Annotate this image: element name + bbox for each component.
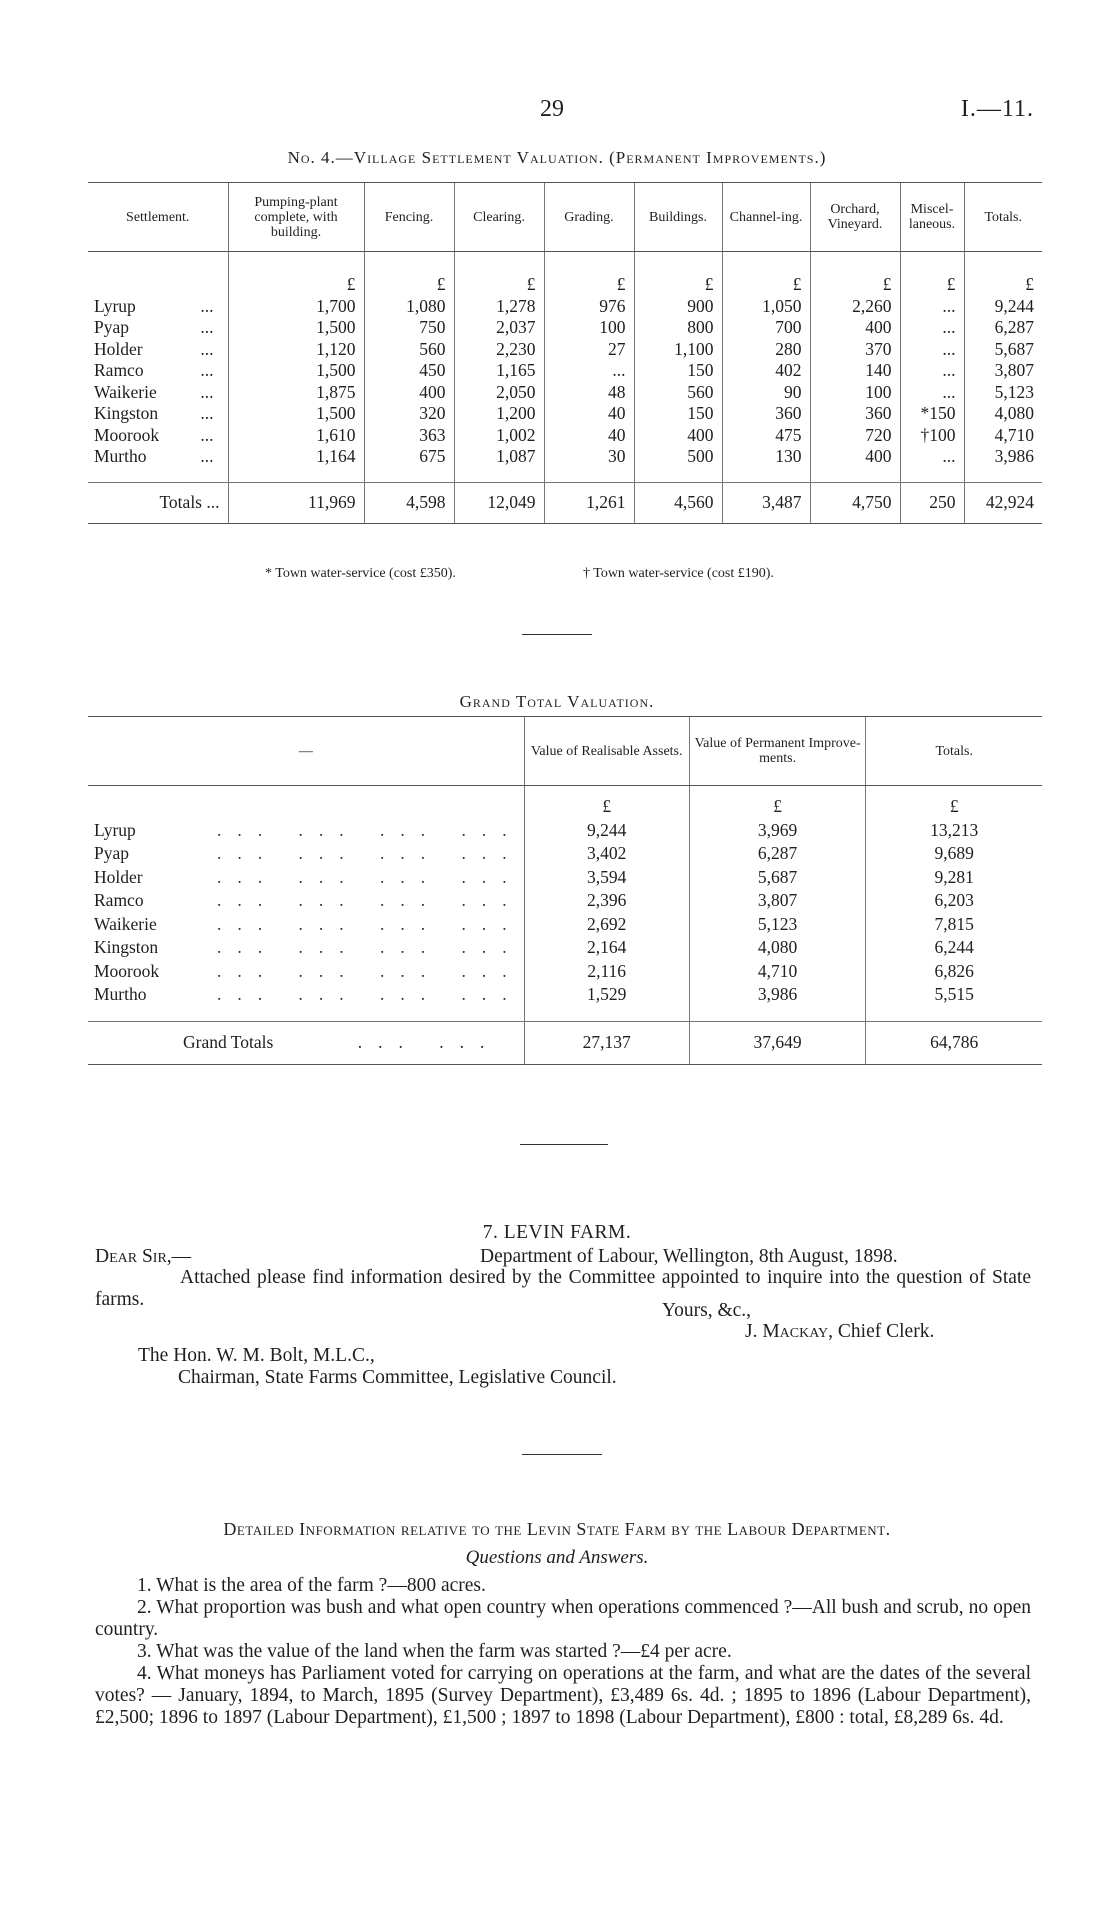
addressee-name: The Hon. W. M. Bolt, M.L.C., [138,1345,375,1366]
value-cell: 5,123 [964,382,1042,404]
value-cell: 5,687 [964,339,1042,361]
leader-dots: ... ... ... ... [217,890,523,910]
table-row [88,296,1042,318]
table-row [88,842,1042,866]
value-cell: ... [900,382,964,404]
value-cell: 100 [544,317,634,339]
value-cell: ... [900,339,964,361]
leader-dots: ... ... ... ... [217,843,523,863]
table-row [88,983,1042,1007]
column-header: Value of Permanent Improve-ments. [689,717,866,786]
value-cell: 400 [634,425,722,447]
value-cell: 27 [544,339,634,361]
value-cell: 402 [722,360,810,382]
value-cell: 280 [722,339,810,361]
value-cell: †100 [900,425,964,447]
value-cell: 900 [634,296,722,318]
column-header: Orchard, Vineyard. [810,183,900,252]
value-cell: ... [900,317,964,339]
value-cell: 2,692 [524,913,689,937]
settlement-name: Kingston [94,403,159,423]
value-cell: 2,050 [454,382,544,404]
table1-totals-row [88,482,1042,523]
value-cell: *150 [900,403,964,425]
value-cell: 1,700 [228,296,364,318]
value-cell: 3,986 [689,983,866,1007]
column-header: Settlement. [88,183,228,252]
total-cell: 4,598 [364,482,454,523]
value-cell: 5,123 [689,913,866,937]
value-cell: 1,500 [228,360,364,382]
value-cell: 475 [722,425,810,447]
value-cell: 2,396 [524,889,689,913]
grand-total-cell: 37,649 [689,1021,866,1064]
value-cell: 720 [810,425,900,447]
table-row [88,446,1042,468]
table1-title: No. 4.—Village Settlement Valuation. (Permanent Improvements.) [287,148,827,167]
value-cell: 500 [634,446,722,468]
value-cell: ... [544,360,634,382]
value-cell: 363 [364,425,454,447]
value-cell: ... [900,360,964,382]
value-cell: 800 [634,317,722,339]
section-divider [520,1144,608,1145]
table-row [88,960,1042,984]
value-cell: 560 [364,339,454,361]
qa-item: 4. What moneys has Parliament voted for carrying on operations at the farm, and what are the dates of the several votes? — January, 1894, to March, 1895 (Survey Department), £3,489 6s. 4d. ; 1895 to 1896 (Labour Department), £2,500; 1896 to 1897 (Labour Department), £1,500 ; 1897 to 1898 (Labour Department), £800 : total, £8,289 6s. 4d. [95,1663,1031,1728]
column-header: Clearing. [454,183,544,252]
table-row [88,382,1042,404]
leader-dots: ... [200,446,214,466]
value-cell: 6,244 [866,936,1042,960]
value-cell: 1,120 [228,339,364,361]
value-cell: 6,287 [689,842,866,866]
value-cell: 1,165 [454,360,544,382]
total-cell: 1,261 [544,482,634,523]
total-cell: 42,924 [964,482,1042,523]
questions-answers-list [95,1575,1031,1729]
table-row [88,936,1042,960]
grand-total-cell: 27,137 [524,1021,689,1064]
detailed-info-heading: Detailed Information relative to the Levin State Farm by the Labour Department. [223,1519,891,1539]
leader-dots: ... [200,295,214,316]
value-cell: 1,100 [634,339,722,361]
footnote-town-water-kingston: * Town water-service (cost £350). [265,566,456,581]
currency-row [88,252,1042,296]
settlement-name: Holder [94,338,143,359]
section-heading-levin-farm: 7. LEVIN FARM. [482,1222,632,1243]
value-cell: 320 [364,403,454,425]
value-cell: 1,087 [454,446,544,468]
column-header: Totals. [866,717,1042,786]
salutation: Dear Sir,— [95,1246,192,1267]
total-cell: 4,560 [634,482,722,523]
table-row [88,913,1042,937]
table1-header-row [88,183,1042,252]
value-cell: 6,203 [866,889,1042,913]
value-cell: 2,037 [454,317,544,339]
leader-dots: ... ... [357,1031,501,1052]
settlement-name: Murtho [94,984,147,1004]
total-cell: 250 [900,482,964,523]
value-cell: 4,710 [689,960,866,984]
value-cell: 675 [364,446,454,468]
value-cell: 1,529 [524,983,689,1007]
value-cell: 400 [364,382,454,404]
table-row [88,819,1042,843]
currency-symbol: £ [634,252,722,296]
column-header: Pumping-plant complete, with building. [228,183,364,252]
value-cell: 9,689 [866,842,1042,866]
column-header: Totals. [964,183,1042,252]
value-cell: 30 [544,446,634,468]
leader-dots: ... [200,424,214,445]
qa-item: 2. What proportion was bush and what open country when operations commenced ?—All bush and scrub, no open country. [95,1597,1031,1640]
table2-header-row [88,717,1042,786]
currency-row [88,786,1042,819]
leader-dots: ... ... ... ... [217,913,523,934]
page-number: 29 [540,96,564,122]
table2-title: Grand Total Valuation. [459,692,655,711]
total-cell: 11,969 [228,482,364,523]
letter-body: Attached please find information desired by the Committee appointed to inquire into the question of State farms. [95,1267,1031,1310]
value-cell: 1,500 [228,317,364,339]
currency-symbol: £ [544,252,634,296]
value-cell: 140 [810,360,900,382]
value-cell: 40 [544,425,634,447]
addressee-title: Chairman, State Farms Committee, Legislative Council. [178,1367,617,1388]
settlement-name: Moorook [94,424,160,445]
department-dateline: Department of Labour, Wellington, 8th August, 1898. [480,1246,898,1267]
leader-dots: ... ... ... ... [217,819,523,840]
signature [745,1321,934,1343]
value-cell: 4,710 [964,425,1042,447]
value-cell: 9,244 [964,296,1042,318]
settlement-name: Waikerie [94,913,157,934]
value-cell: 1,050 [722,296,810,318]
settlement-name: Holder [94,866,143,887]
column-header: Grading. [544,183,634,252]
leader-dots: ... [200,403,214,423]
leader-dots: ... ... ... ... [217,937,523,957]
settlement-name: Pyap [94,843,129,863]
currency-symbol: £ [866,786,1042,819]
value-cell: 3,402 [524,842,689,866]
grand-total-cell: 64,786 [866,1021,1042,1064]
value-cell: 90 [722,382,810,404]
settlement-name: Waikerie [94,381,157,402]
leader-dots: ... [200,317,214,337]
table-row [88,339,1042,361]
value-cell: 2,230 [454,339,544,361]
total-cell: 4,750 [810,482,900,523]
value-cell: 700 [722,317,810,339]
value-cell: 400 [810,446,900,468]
leader-dots: ... ... ... ... [217,960,523,981]
value-cell: 150 [634,403,722,425]
section-divider [522,634,592,635]
value-cell: 5,515 [866,983,1042,1007]
settlement-name: Murtho [94,446,147,466]
leader-dots: ... [200,338,214,359]
village-settlement-table [88,182,1042,524]
settlement-name: Lyrup [94,295,136,316]
value-cell: 560 [634,382,722,404]
leader-dots: ... [206,491,220,512]
total-cell: 3,487 [722,482,810,523]
page-reference: I.—11. [960,96,1034,122]
total-cell: 12,049 [454,482,544,523]
value-cell: 1,278 [454,296,544,318]
settlement-name: Pyap [94,317,129,337]
value-cell: 976 [544,296,634,318]
value-cell: 3,594 [524,866,689,890]
value-cell: 2,164 [524,936,689,960]
value-cell: 5,687 [689,866,866,890]
table-row [88,866,1042,890]
value-cell: 370 [810,339,900,361]
currency-symbol: £ [454,252,544,296]
leader-dots: ... ... ... ... [217,866,523,887]
settlement-name: Ramco [94,890,144,910]
value-cell: 2,260 [810,296,900,318]
value-cell: 1,164 [228,446,364,468]
value-cell: 2,116 [524,960,689,984]
settlement-name: Ramco [94,360,144,380]
column-header: Buildings. [634,183,722,252]
value-cell: 6,287 [964,317,1042,339]
table-row [88,889,1042,913]
value-cell: 3,807 [689,889,866,913]
settlement-name: Lyrup [94,819,136,840]
qa-item: 1. What is the area of the farm ?—800 acres. [137,1575,486,1596]
column-header: Miscel-laneous. [900,183,964,252]
column-header: Channel-ing. [722,183,810,252]
table2-totals-row [88,1021,1042,1064]
value-cell: 9,281 [866,866,1042,890]
value-cell: 9,244 [524,819,689,843]
value-cell: 7,815 [866,913,1042,937]
value-cell: 1,080 [364,296,454,318]
footnote-town-water-moorook: † Town water-service (cost £190). [583,566,774,581]
totals-label: Totals [159,491,202,512]
questions-answers-heading: Questions and Answers. [465,1547,649,1568]
currency-symbol: £ [364,252,454,296]
value-cell: 360 [810,403,900,425]
value-cell: 400 [810,317,900,339]
value-cell: 40 [544,403,634,425]
signature-title: Chief Clerk. [833,1321,935,1342]
table-row [88,403,1042,425]
value-cell: 1,875 [228,382,364,404]
grand-totals-label: Grand Totals [183,1031,274,1052]
value-cell: 360 [722,403,810,425]
grand-total-table [88,716,1042,1065]
currency-symbol: £ [524,786,689,819]
value-cell: 130 [722,446,810,468]
currency-symbol: £ [722,252,810,296]
value-cell: 4,080 [689,936,866,960]
value-cell: 100 [810,382,900,404]
value-cell: 4,080 [964,403,1042,425]
currency-symbol: £ [900,252,964,296]
currency-symbol: £ [689,786,866,819]
currency-symbol: £ [964,252,1042,296]
value-cell: 3,986 [964,446,1042,468]
value-cell: ... [900,296,964,318]
table-row [88,425,1042,447]
settlement-name: Kingston [94,937,159,957]
value-cell: 750 [364,317,454,339]
column-header: — [88,717,524,786]
leader-dots: ... [200,360,214,380]
column-header: Value of Realisable Assets. [524,717,689,786]
signature-name: J. Mackay, [745,1321,834,1342]
leader-dots: ... ... ... ... [217,984,523,1004]
value-cell: 3,969 [689,819,866,843]
letter-closing: Yours, &c., [662,1300,752,1321]
value-cell: ... [900,446,964,468]
value-cell: 48 [544,382,634,404]
value-cell: 1,610 [228,425,364,447]
value-cell: 6,826 [866,960,1042,984]
value-cell: 150 [634,360,722,382]
currency-symbol: £ [228,252,364,296]
qa-item: 3. What was the value of the land when the farm was started ?—£4 per acre. [137,1641,732,1662]
currency-symbol: £ [810,252,900,296]
value-cell: 3,807 [964,360,1042,382]
section-divider [522,1454,602,1455]
value-cell: 1,500 [228,403,364,425]
settlement-name: Moorook [94,960,160,981]
table-row [88,360,1042,382]
value-cell: 1,002 [454,425,544,447]
value-cell: 1,200 [454,403,544,425]
value-cell: 13,213 [866,819,1042,843]
value-cell: 450 [364,360,454,382]
column-header: Fencing. [364,183,454,252]
table-row [88,317,1042,339]
leader-dots: ... [200,381,214,402]
